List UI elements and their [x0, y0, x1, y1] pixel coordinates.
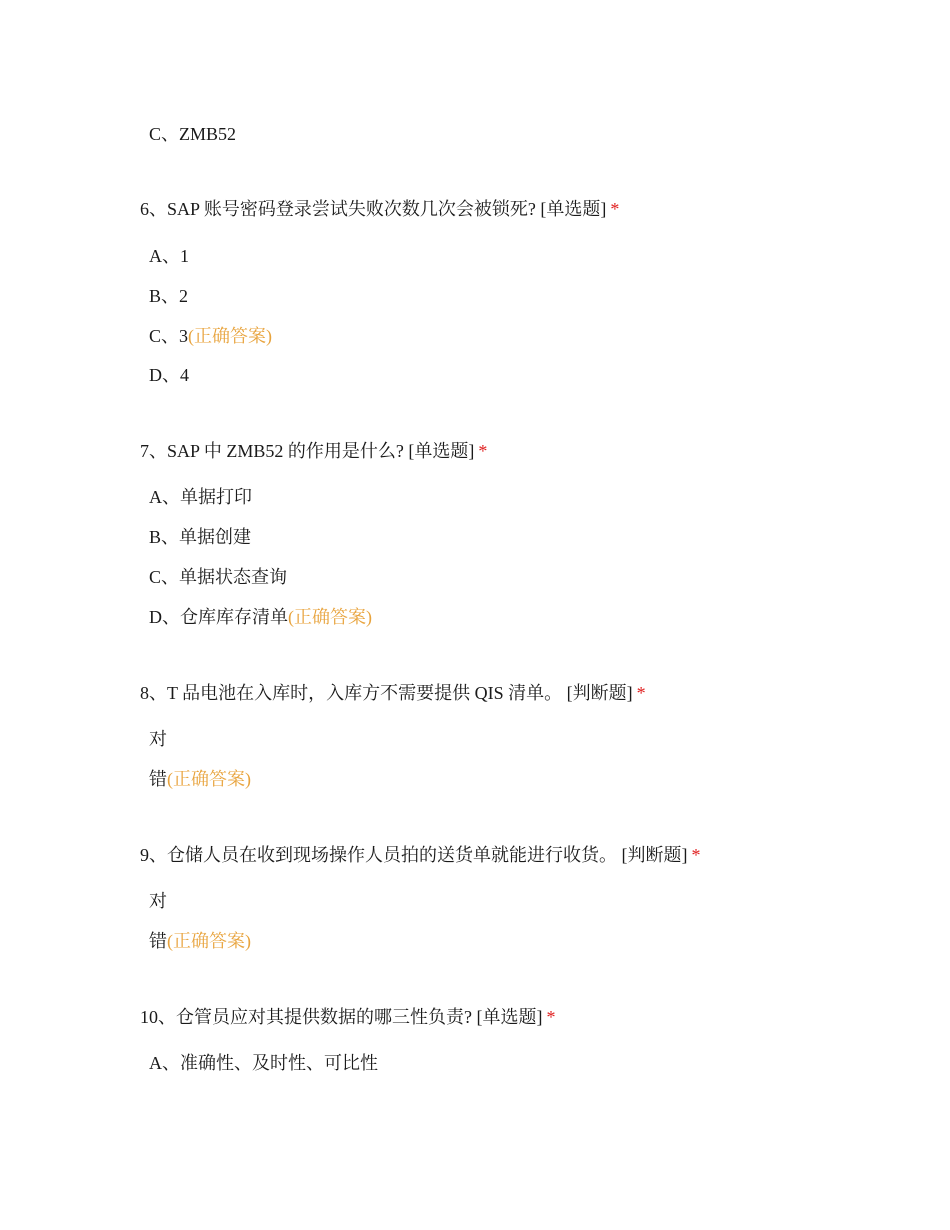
question-type-label: [单选题] [540, 199, 607, 219]
correct-answer-label: (正确答案) [288, 607, 372, 627]
question-7-option-c [149, 565, 287, 589]
option-text: A、单据打印 [149, 487, 252, 507]
correct-answer-label: (正确答案) [167, 769, 251, 789]
correct-answer-label: (正确答案) [167, 931, 251, 951]
question-title-text: 10、仓管员应对其提供数据的哪三性负责? [140, 1007, 472, 1027]
option-text: 错 [149, 931, 167, 951]
question-6-option-a [149, 244, 189, 268]
question-type-label: [单选题] [408, 441, 475, 461]
required-mark: * [478, 441, 488, 461]
option-text: C、单据状态查询 [149, 567, 288, 587]
required-mark: * [636, 683, 646, 703]
question-6-title [140, 197, 619, 221]
question-7-option-d [149, 605, 372, 629]
question-8-title [140, 681, 646, 705]
correct-answer-label: (正确答案) [188, 326, 273, 346]
question-type-label: [判断题] [621, 845, 688, 865]
question-title-text: 9、仓储人员在收到现场操作人员拍的送货单就能进行收货。 [140, 845, 617, 865]
question-type-label: [判断题] [566, 683, 633, 703]
question-title-text: 7、SAP 中 ZMB52 的作用是什么? [140, 441, 404, 461]
question-5-option-c [149, 122, 236, 146]
option-text: 对 [149, 729, 167, 749]
option-text: 错 [149, 769, 167, 789]
question-10-option-a [149, 1051, 378, 1075]
question-9-title [140, 843, 701, 867]
question-title-text: 8、T 品电池在入库时，入库方不需要提供 QIS 清单。 [140, 683, 563, 703]
option-text: D、4 [149, 365, 189, 385]
question-7-option-b [149, 525, 251, 549]
question-type-label: [单选题] [476, 1007, 543, 1027]
required-mark: * [546, 1007, 556, 1027]
option-text: A、1 [149, 246, 189, 266]
question-6-option-d [149, 363, 189, 387]
question-8-option-false [149, 767, 251, 791]
question-7-title [140, 439, 487, 463]
question-6-option-b [149, 284, 188, 308]
question-title-text: 6、SAP 账号密码登录尝试失败次数几次会被锁死? [140, 199, 536, 219]
question-9-option-true [149, 889, 167, 913]
option-text: A、准确性、及时性、可比性 [149, 1053, 378, 1073]
question-9-option-false [149, 929, 251, 953]
option-text: 对 [149, 891, 167, 911]
question-7-option-a [149, 485, 252, 509]
option-text: B、2 [149, 286, 189, 306]
required-mark: * [610, 199, 620, 219]
question-10-title [140, 1005, 556, 1029]
option-text: C、ZMB52 [149, 124, 237, 144]
required-mark: * [691, 845, 701, 865]
option-text: B、单据创建 [149, 527, 252, 547]
question-8-option-true [149, 727, 167, 751]
question-6-option-c [149, 324, 272, 348]
option-text: C、3 [149, 326, 189, 346]
option-text: D、仓库库存清单 [149, 607, 288, 627]
